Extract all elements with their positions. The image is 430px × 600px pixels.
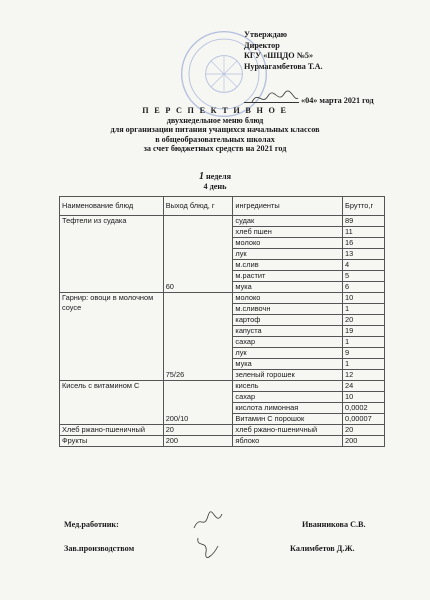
ingredient-cell: зеленый горошек bbox=[233, 370, 343, 381]
ingredient-cell: сахар bbox=[233, 392, 343, 403]
signature-blank bbox=[244, 102, 299, 103]
dish-output-cell: 200 bbox=[163, 436, 233, 447]
ingredient-cell: сахар bbox=[233, 337, 343, 348]
ingredient-cell: мука bbox=[233, 359, 343, 370]
gross-weight-cell: 11 bbox=[343, 227, 385, 238]
heading-line-5: за счет бюджетных средств на 2021 год bbox=[143, 144, 287, 154]
ingredient-cell: хлеб ржано-пшеничный bbox=[233, 425, 343, 436]
gross-weight-cell: 6 bbox=[343, 282, 385, 293]
gross-weight-cell: 19 bbox=[343, 326, 385, 337]
heading-line-3: для организации питания учащихся начальных классов bbox=[110, 125, 320, 135]
approval-line-4: Нурмагамбетова Т.А. bbox=[244, 61, 323, 71]
dish-output-cell: 200/10 bbox=[163, 381, 233, 425]
gross-weight-cell: 16 bbox=[343, 238, 385, 249]
table-row bbox=[60, 381, 385, 392]
ingredient-cell: хлеб пшен bbox=[233, 227, 343, 238]
nurse-signature bbox=[190, 510, 226, 532]
menu-table bbox=[59, 196, 385, 447]
week-day-heading bbox=[40, 172, 390, 191]
approval-line-3: КГУ «ШЦДО №5» bbox=[244, 51, 314, 60]
dish-output-cell: 75/26 bbox=[163, 293, 233, 381]
heading-line-4: в общеобразовательных школах bbox=[155, 134, 275, 144]
column-header-gross: Брутто,г bbox=[343, 197, 385, 216]
gross-weight-cell: 24 bbox=[343, 381, 385, 392]
ingredient-cell: молоко bbox=[233, 293, 343, 304]
gross-weight-cell: 5 bbox=[343, 271, 385, 282]
menu-table-body bbox=[60, 216, 385, 447]
ingredient-cell: кисель bbox=[233, 381, 343, 392]
column-header-output: Выход блюд, г bbox=[163, 197, 233, 216]
week-label: неделя bbox=[206, 172, 232, 181]
ingredient-cell: капуста bbox=[233, 326, 343, 337]
heading-line-2: двухнедельное меню блюд bbox=[166, 115, 264, 125]
approval-line-2: Директор bbox=[244, 40, 280, 50]
ingredient-cell: яблоко bbox=[233, 436, 343, 447]
table-header-row bbox=[60, 197, 385, 216]
ingredient-cell: молоко bbox=[233, 238, 343, 249]
table-row bbox=[60, 425, 385, 436]
dish-name-cell: Кисель с витамином С bbox=[60, 381, 164, 425]
table-row bbox=[60, 216, 385, 227]
nurse-role: Мед.работник: bbox=[64, 520, 119, 529]
manager-role: Зав.производством bbox=[64, 544, 135, 553]
table-row bbox=[60, 436, 385, 447]
ingredient-cell: м.слив bbox=[233, 260, 343, 271]
ingredient-cell: мука bbox=[233, 282, 343, 293]
gross-weight-cell: 13 bbox=[343, 249, 385, 260]
gross-weight-cell: 9 bbox=[343, 348, 385, 359]
dish-name-cell: Фрукты bbox=[60, 436, 164, 447]
ingredient-cell: лук bbox=[233, 348, 343, 359]
document-heading bbox=[40, 106, 390, 154]
week-line bbox=[40, 172, 390, 182]
approval-date-line bbox=[244, 96, 430, 105]
ingredient-cell: судак bbox=[233, 216, 343, 227]
manager-signature bbox=[192, 534, 222, 558]
nurse-name: Иванникова С.В. bbox=[302, 520, 366, 529]
dish-output-cell: 20 bbox=[163, 425, 233, 436]
ingredient-cell: м.сливочн bbox=[233, 304, 343, 315]
gross-weight-cell: 20 bbox=[343, 315, 385, 326]
ingredient-cell: Витамин С порошок bbox=[233, 414, 343, 425]
gross-weight-cell: 12 bbox=[343, 370, 385, 381]
gross-weight-cell: 4 bbox=[343, 260, 385, 271]
gross-weight-cell: 1 bbox=[343, 304, 385, 315]
column-header-ingredients: ингредиенты bbox=[233, 197, 343, 216]
ingredient-cell: м.растит bbox=[233, 271, 343, 282]
ingredient-cell: лук bbox=[233, 249, 343, 260]
gross-weight-cell: 89 bbox=[343, 216, 385, 227]
ingredient-cell: картоф bbox=[233, 315, 343, 326]
approval-line-1: Утверждаю bbox=[244, 30, 288, 39]
gross-weight-cell: 10 bbox=[343, 392, 385, 403]
column-header-dish: Наименование блюд bbox=[60, 197, 164, 216]
ingredient-cell: кислота лимонная bbox=[233, 403, 343, 414]
table-row bbox=[60, 293, 385, 304]
gross-weight-cell: 1 bbox=[343, 359, 385, 370]
heading-title: П Е Р С П Е К Т И В Н О Е bbox=[142, 106, 288, 115]
gross-weight-cell: 1 bbox=[343, 337, 385, 348]
gross-weight-cell: 0,0002 bbox=[343, 403, 385, 414]
week-number: 1 bbox=[198, 171, 204, 182]
gross-weight-cell: 20 bbox=[343, 425, 385, 436]
gross-weight-cell: 10 bbox=[343, 293, 385, 304]
dish-name-cell: Хлеб ржано-пшеничный bbox=[60, 425, 164, 436]
dish-name-cell: Тефтели из судака bbox=[60, 216, 164, 293]
approval-date: «04» марта 2021 год bbox=[301, 96, 374, 105]
dish-name-cell: Гарнир: овоци в молочном соусе bbox=[60, 293, 164, 381]
gross-weight-cell: 0,00007 bbox=[343, 414, 385, 425]
dish-output-cell: 60 bbox=[163, 216, 233, 293]
gross-weight-cell: 200 bbox=[343, 436, 385, 447]
manager-name: Калимбетов Д.Ж. bbox=[290, 544, 355, 553]
approval-block bbox=[244, 30, 323, 72]
day-label: 4 день bbox=[203, 181, 227, 191]
